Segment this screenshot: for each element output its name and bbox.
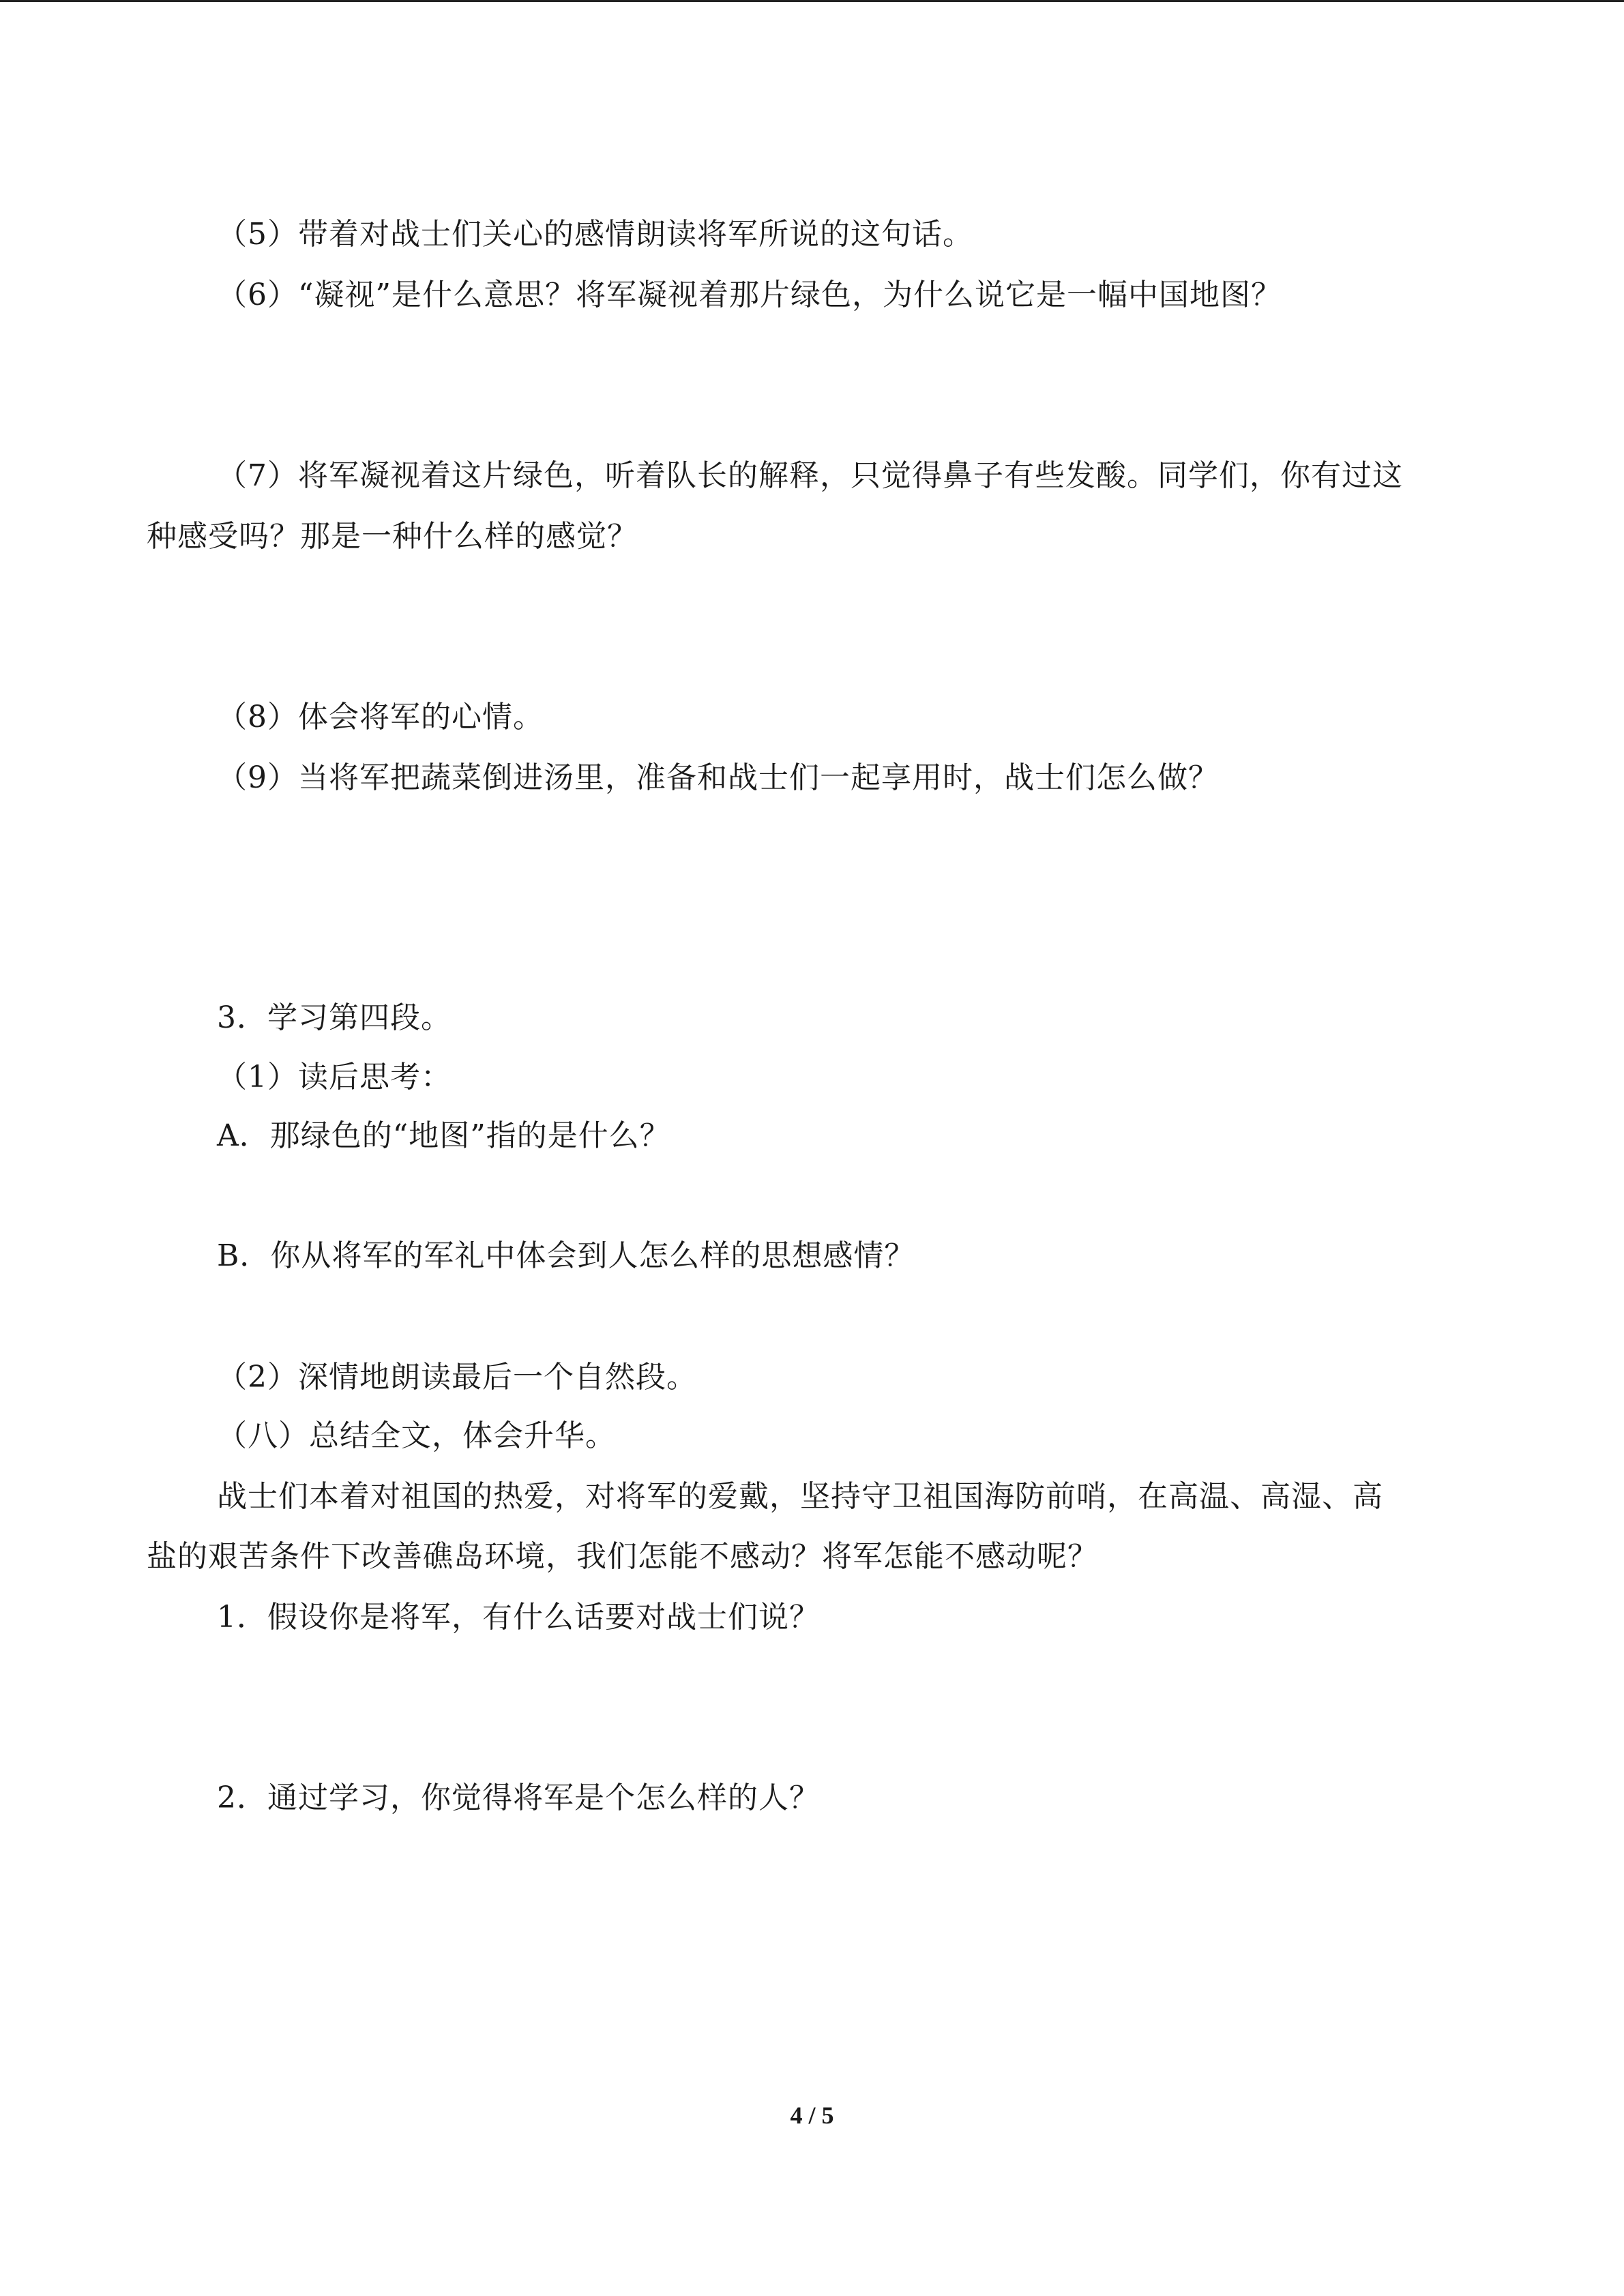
final-question-1: 1．假设你是将军，有什么话要对战士们说？: [217, 1600, 820, 1635]
summary-line-1: 战士们本着对祖国的热爱，对将军的爱戴，坚持守卫祖国海防前哨，在高温、高湿、高: [217, 1479, 1383, 1514]
subquestion-2: （2）深情地朗读最后一个自然段。: [217, 1360, 697, 1395]
subquestion-1: （1）读后思考：: [217, 1060, 452, 1094]
section-3-heading: 3．学习第四段。: [217, 1000, 452, 1035]
section-8-heading: （八）总结全文，体会升华。: [217, 1418, 616, 1453]
summary-line-2: 盐的艰苦条件下改善礁岛环境，我们怎能不感动？将军怎能不感动呢？: [147, 1539, 1098, 1574]
question-7-line-2: 种感受吗？那是一种什么样的感觉？: [147, 519, 638, 554]
subquestion-b: B．你从将军的军礼中体会到人怎么样的思想感情？: [217, 1238, 915, 1273]
question-7-line-1: （7）将军凝视着这片绿色，听着队长的解释，只觉得鼻子有些发酸。同学们，你有过这: [217, 458, 1403, 493]
page-number: 4 / 5: [790, 2102, 834, 2129]
top-border: [0, 0, 1624, 2]
subquestion-a: A．那绿色的“地图”指的是什么？: [217, 1118, 670, 1153]
question-5: （5）带着对战士们关心的感情朗读将军所说的这句话。: [217, 217, 973, 252]
question-6: （6）“凝视”是什么意思？将军凝视着那片绿色，为什么说它是一幅中国地图？: [217, 278, 1282, 312]
question-9: （9）当将军把蔬菜倒进汤里，准备和战士们一起享用时，战士们怎么做？: [217, 760, 1219, 795]
question-8: （8）体会将军的心情。: [217, 700, 544, 734]
final-question-2: 2．通过学习，你觉得将军是个怎么样的人？: [217, 1780, 820, 1815]
